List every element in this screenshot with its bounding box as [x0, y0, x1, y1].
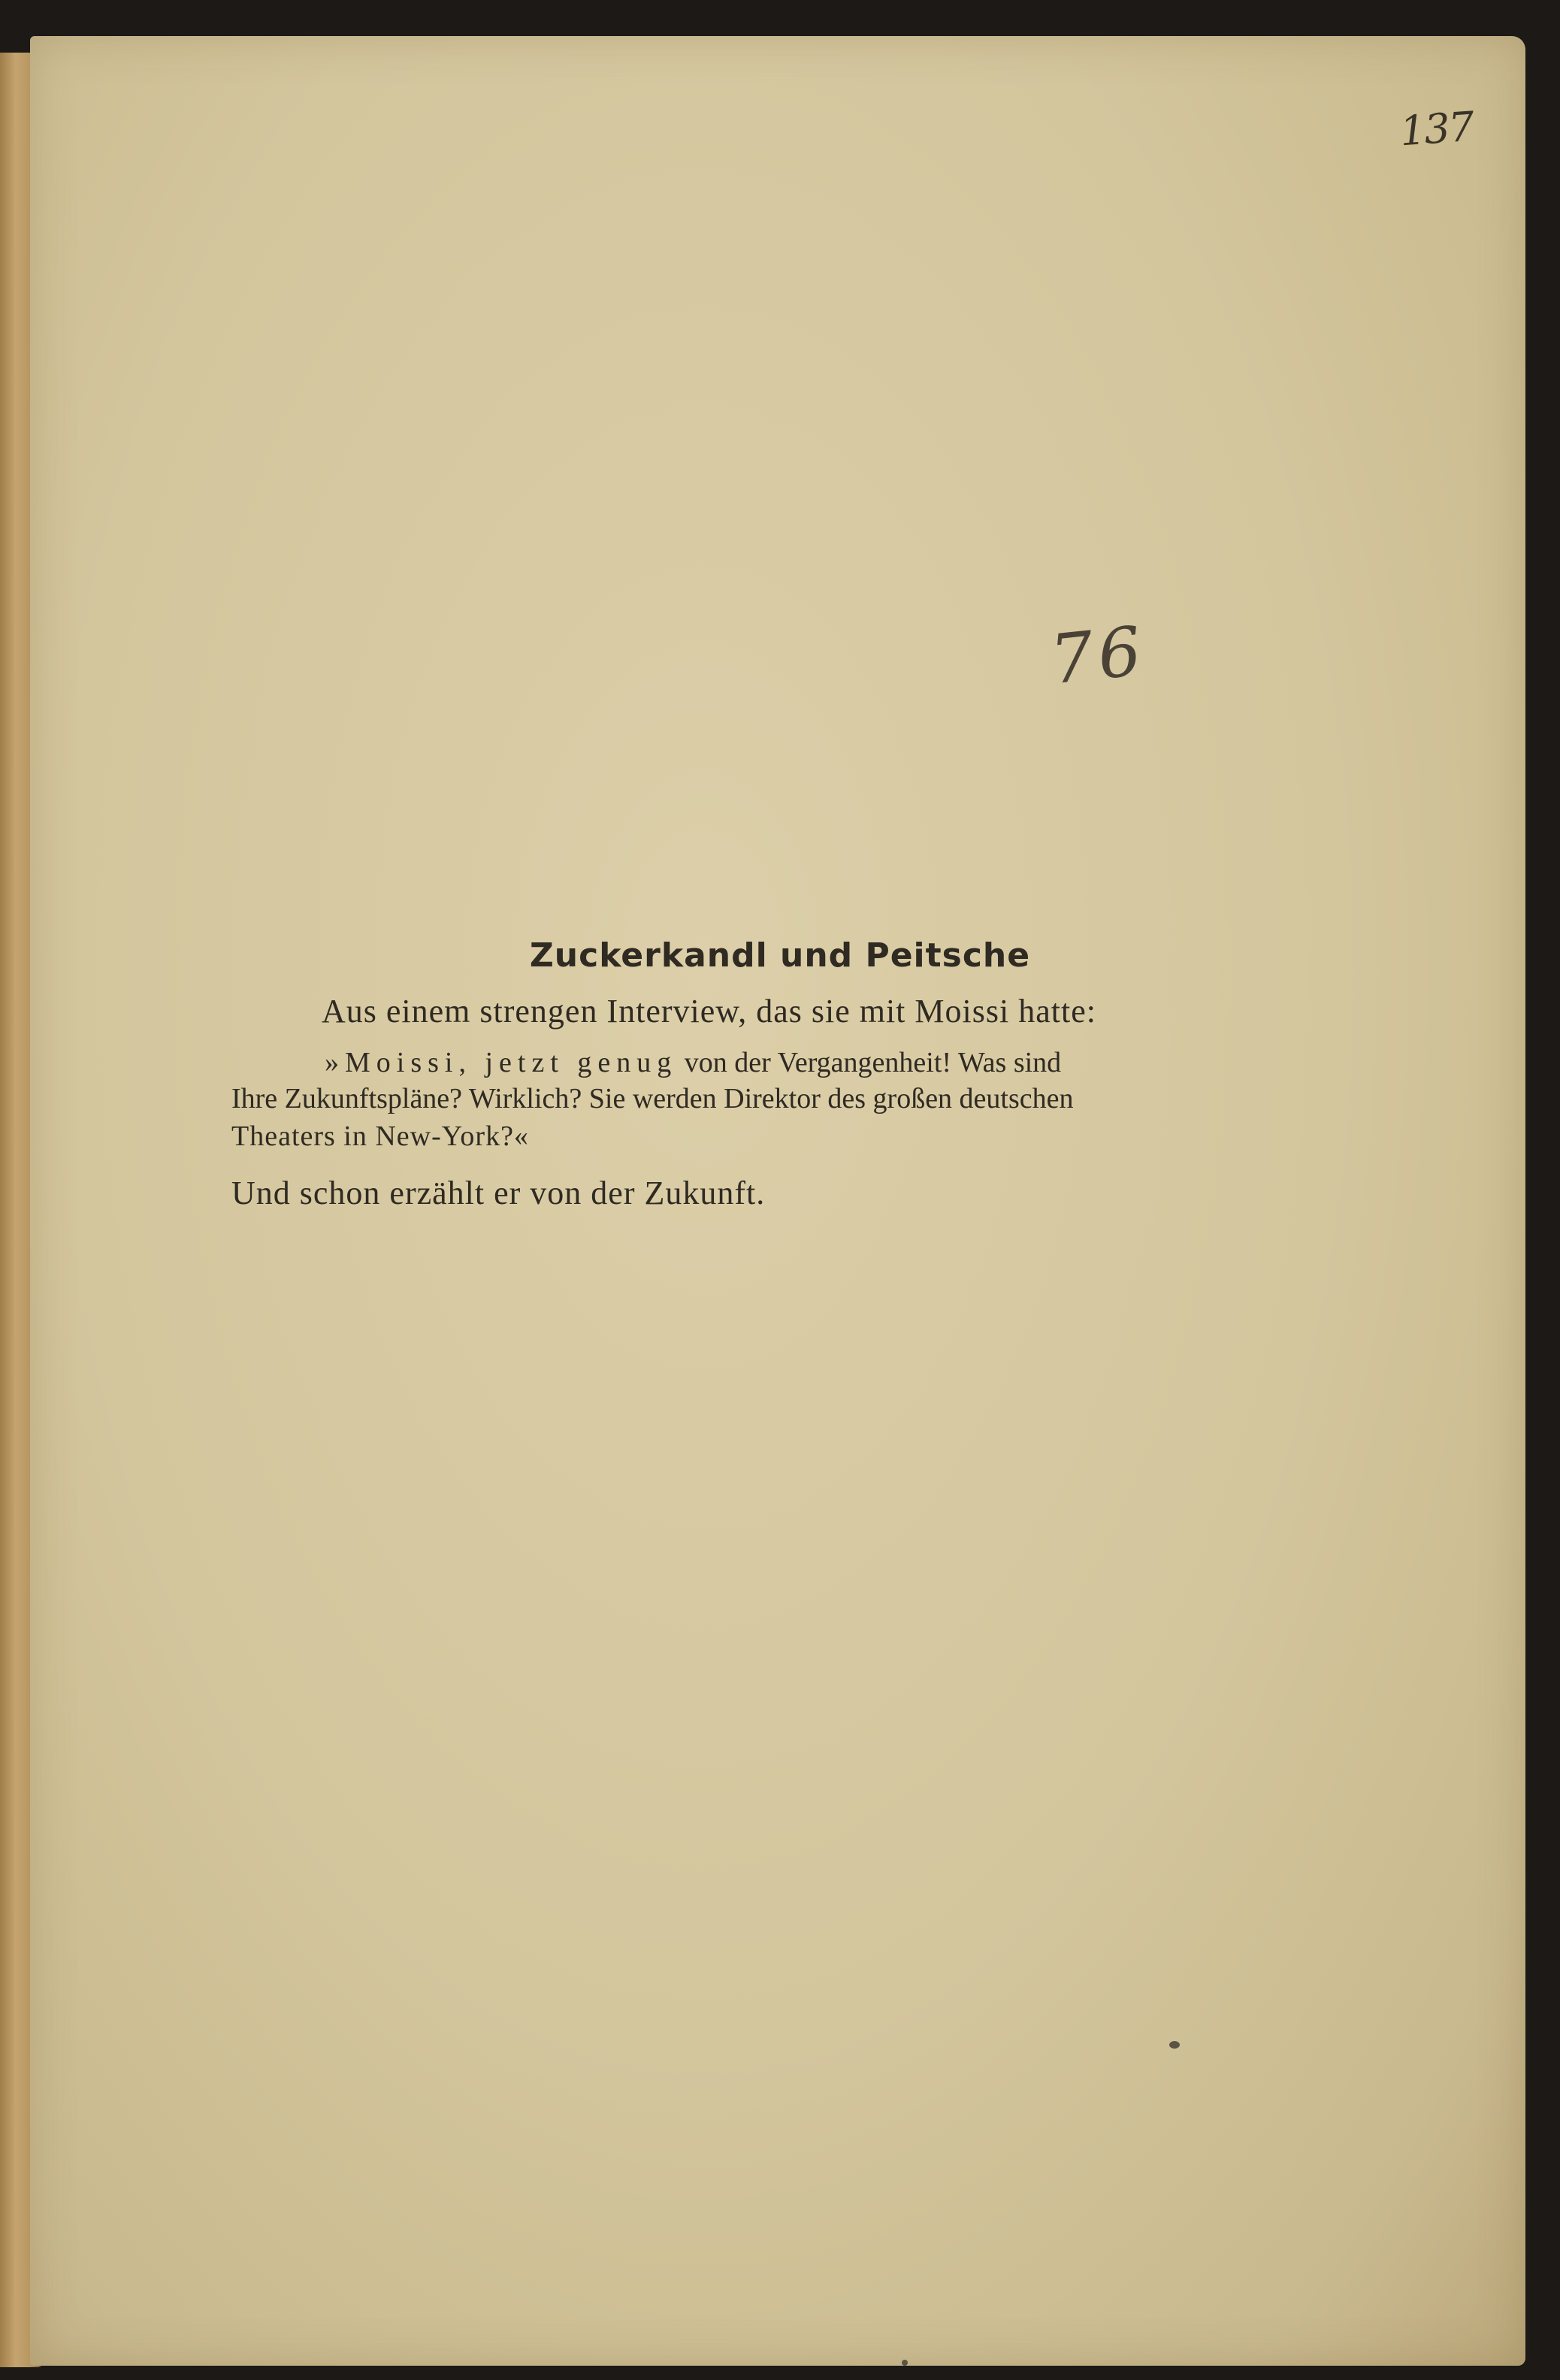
quote-spaced-text: »Moissi, jetzt genug	[325, 1047, 678, 1078]
paper-speck	[1169, 2041, 1180, 2049]
quote-line-2: Ihre Zukunftspläne? Wirklich? Sie werden Direktor des großen deutschen	[231, 1083, 1074, 1114]
quote-line-1	[325, 1046, 1061, 1079]
article-title: Zuckerkandl und Peitsche	[529, 936, 1031, 975]
paper-speck	[902, 2360, 908, 2366]
closing-line: Und schon erzählt er von der Zukunft.	[231, 1175, 766, 1211]
intro-line: Aus einem strengen Interview, das sie mit Moissi hatte:	[322, 993, 1096, 1030]
handwritten-mark: 76	[1046, 611, 1150, 700]
quote-line-3: Theaters in New-York?«	[231, 1120, 529, 1152]
quote-rest-text: von der Vergangenheit! Was sind	[677, 1047, 1062, 1078]
handwritten-page-number: 137	[1398, 102, 1475, 156]
